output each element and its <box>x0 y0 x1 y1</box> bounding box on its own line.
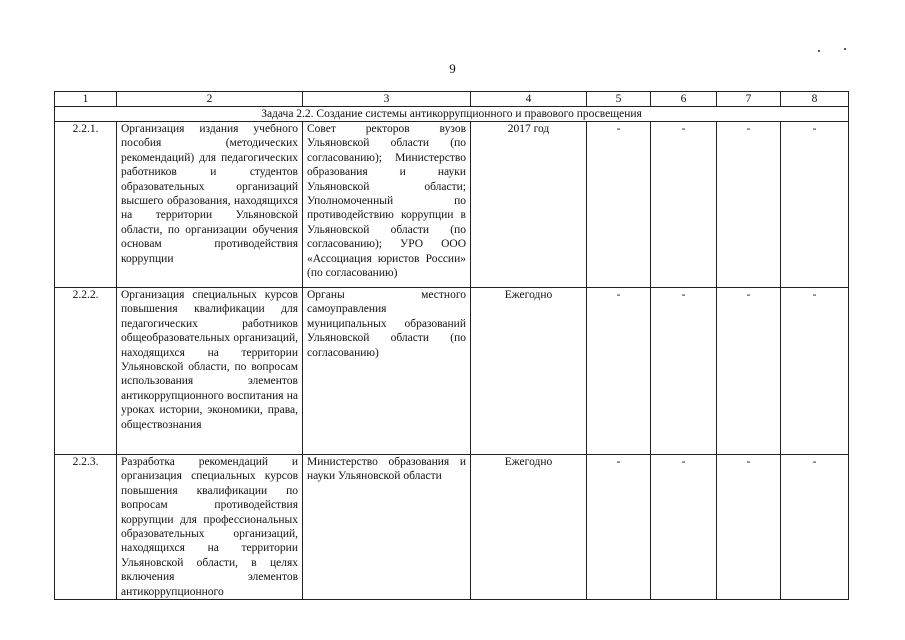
column-header: 3 <box>303 92 471 107</box>
table-row <box>55 288 849 455</box>
row-number: 2.2.1. <box>55 122 117 288</box>
value-cell-8: - <box>781 455 849 600</box>
value-cell-6: - <box>651 122 717 288</box>
value-cell-5: - <box>587 122 651 288</box>
executors-cell: Совет ректоров вузов Ульяновской области (по согласованию); Министерство образования и науки Ульяновской области; Уполномоченный по противодействию коррупции в Ульяновской области (по согласованию); УРО ООО «Ассоциация юристов России» (по согласованию) <box>303 122 471 288</box>
column-header: 8 <box>781 92 849 107</box>
activity-cell: Организация издания учебного пособия (методических рекомендаций) для педагогических работников и студентов образовательных организаций высшего образования, находящихся на территории Ульяновской области, по организации обучения основам противодействия коррупции <box>117 122 303 288</box>
row-number: 2.2.3. <box>55 455 117 600</box>
value-cell-6: - <box>651 288 717 455</box>
value-cell-6: - <box>651 455 717 600</box>
value-cell-5: - <box>587 455 651 600</box>
value-cell-8: - <box>781 122 849 288</box>
page-number: 9 <box>449 61 456 76</box>
term-cell: 2017 год <box>471 122 587 288</box>
column-header: 1 <box>55 92 117 107</box>
executors-cell: Органы местного самоуправления муниципальных образований Ульяновской области (по согласованию) <box>303 288 471 455</box>
table-row <box>55 122 849 288</box>
value-cell-7: - <box>717 122 781 288</box>
column-header: 2 <box>117 92 303 107</box>
executors-cell: Министерство образования и науки Ульяновской области <box>303 455 471 600</box>
row-number: 2.2.2. <box>55 288 117 455</box>
value-cell-7: - <box>717 288 781 455</box>
term-cell: Ежегодно <box>471 288 587 455</box>
activity-plan-table <box>54 91 849 600</box>
column-header: 5 <box>587 92 651 107</box>
activity-cell: Разработка рекомендаций и организация специальных курсов повышения квалификации по вопросам противодействия коррупции для профессиональных образовательных организаций, находящихся на территории Ульяновской области, в целях включения элементов антикоррупционного <box>117 455 303 600</box>
activity-cell: Организация специальных курсов повышения квалификации для педагогических работников общеобразовательных организаций, находящихся на территории Ульяновской области, по вопросам использования элементов антикоррупционного воспитания на уроках истории, экономики, права, обществознания <box>117 288 303 455</box>
column-header: 6 <box>651 92 717 107</box>
column-header: 4 <box>471 92 587 107</box>
table-row <box>55 455 849 600</box>
term-cell: Ежегодно <box>471 455 587 600</box>
column-header-row <box>55 92 849 107</box>
task-title-row <box>55 107 849 122</box>
scan-specks <box>818 48 848 56</box>
value-cell-5: - <box>587 288 651 455</box>
value-cell-8: - <box>781 288 849 455</box>
task-title: Задача 2.2. Создание системы антикоррупционного и правового просвещения <box>55 107 849 122</box>
column-header: 7 <box>717 92 781 107</box>
value-cell-7: - <box>717 455 781 600</box>
